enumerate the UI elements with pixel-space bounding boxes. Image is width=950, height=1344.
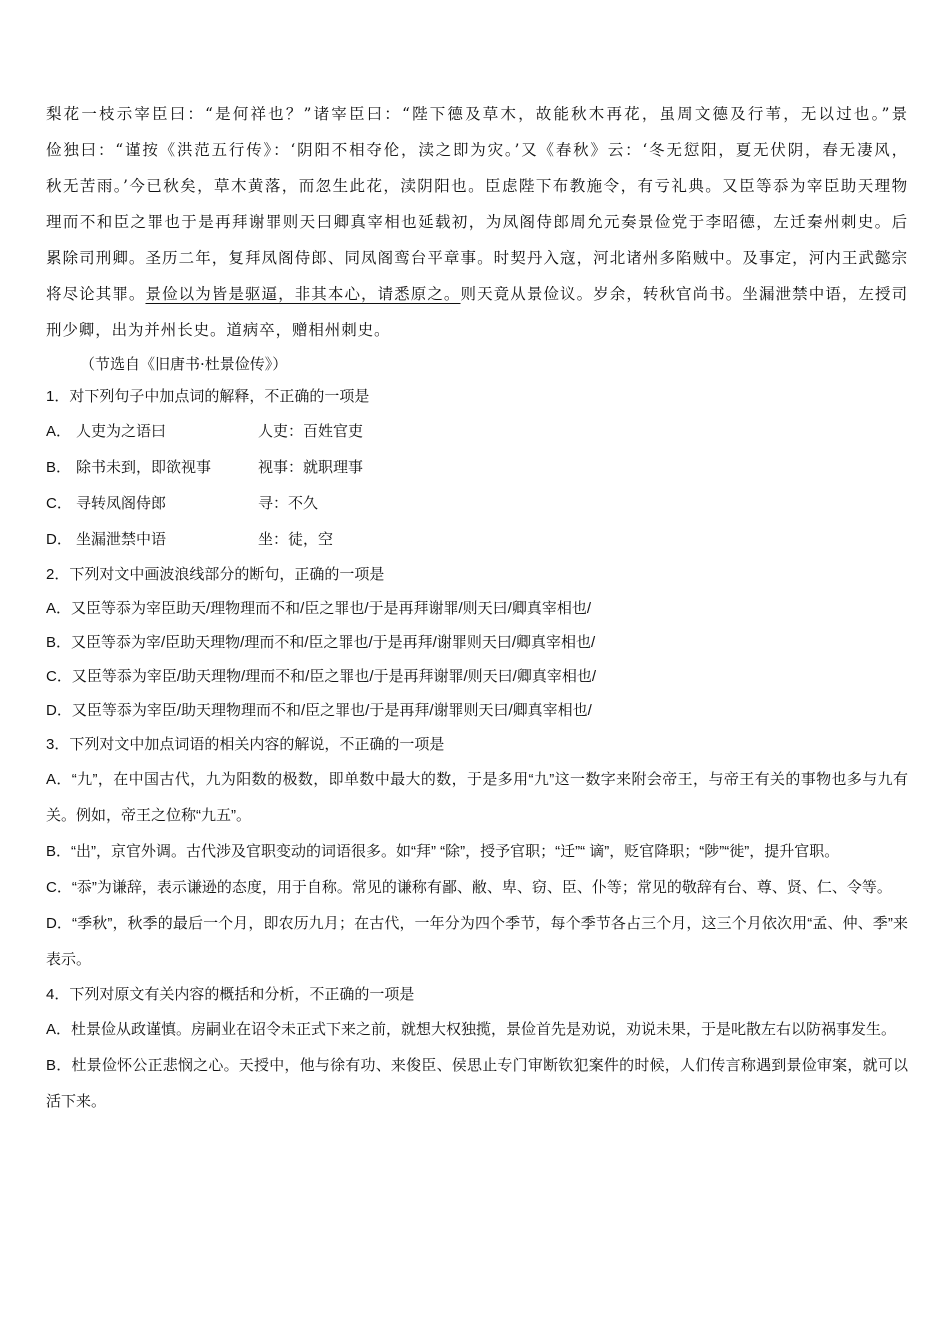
passage-text: 则天竟从景俭议。岁余，转秋官尚书。坐漏泄禁中语，左授司: [460, 285, 908, 303]
question-4-option-b: B．杜景俭怀公正悲悯之心。天授中，他与徐有功、来俊臣、侯思止专门审断钦犯案件的时候，人们传言称遇到景俭审案，就可以活下来。: [46, 1057, 908, 1110]
question-3-option-b: B．“出”，京官外调。古代涉及官职变动的词语很多。如“拜” “除”，授予官职；“迁”“ 谪”，贬官降职；“陟”“徙”，提升官职。: [46, 843, 840, 860]
question-3-option-a: A．“九”，在中国古代，九为阳数的极数，即单数中最大的数，于是多用“九”这一数字来附会帝王，与帝王有关的事物也多与九有关。例如，帝王之位称“九五”。: [46, 771, 908, 824]
option-letter: D．: [46, 531, 72, 548]
question-1-option-a: [46, 414, 908, 450]
question-1-stem: 1．对下列句子中加点词的解释，不正确的一项是: [46, 388, 370, 405]
option-gloss: 寻：不久: [258, 495, 319, 512]
document-page: [46, 96, 908, 1120]
question-1-option-c: [46, 486, 908, 522]
question-3-option-d: D．“季秋”，秋季的最后一个月，即农历九月；在古代，一年分为四个季节，每个季节各占三个月，这三个月依次用“孟、仲、季”来表示。: [46, 915, 908, 968]
option-sentence: 人吏为之语曰: [76, 423, 167, 440]
passage-text: 将尽论其罪。: [46, 285, 146, 303]
question-2-option-c: C．又臣等忝为宰臣/助天理物/理而不和/臣之罪也/于是再拜谢罪/则天曰/卿真宰相也/: [46, 668, 597, 685]
option-letter: B．: [46, 459, 72, 476]
option-letter: C．: [46, 495, 72, 512]
question-2-option-b: B．又臣等忝为宰/臣助天理物/理而不和/臣之罪也/于是再拜/谢罪则天曰/卿真宰相也/: [46, 634, 596, 651]
option-gloss: 坐：徒，空: [258, 531, 334, 548]
question-3-option-c: C．“忝”为谦辞，表示谦逊的态度，用于自称。常见的谦称有鄙、敝、卑、窃、臣、仆等；常见的敬辞有台、尊、贤、仁、令等。: [46, 879, 892, 896]
question-4-option-a: A．杜景俭从政谨慎。房嗣业在诏令未正式下来之前，就想大权独揽，景俭首先是劝说，劝说未果，于是叱散左右以防祸事发生。: [46, 1021, 897, 1038]
passage-line: [46, 276, 908, 312]
passage-line: 累除司刑卿。圣历二年，复拜凤阁侍郎、同凤阁鸾台平章事。时契丹入寇，河北诸州多陷贼中。及事定，河内王武懿宗: [46, 249, 908, 267]
classical-passage: [46, 96, 908, 348]
option-letter: A．: [46, 423, 72, 440]
question-2-option-d: D．又臣等忝为宰臣/助天理物理而不和/臣之罪也/于是再拜/谢罪则天曰/卿真宰相也/: [46, 702, 592, 719]
option-gloss: 视事：就职理事: [258, 459, 364, 476]
passage-line: 秋无苦雨。’今已秋矣，草木黄落，而忽生此花，渎阴阳也。臣虑陛下布教施令，有亏礼典。又臣等忝为宰臣助天理物: [46, 177, 908, 195]
option-gloss: 人吏：百姓官吏: [258, 423, 364, 440]
question-2-option-a: A．又臣等忝为宰臣助天/理物理而不和/臣之罪也/于是再拜谢罪/则天曰/卿真宰相也/: [46, 600, 592, 617]
option-sentence: 坐漏泄禁中语: [76, 531, 167, 548]
underlined-sentence: 景俭以为皆是驱逼，非其本心，请悉原之。: [145, 285, 461, 303]
passage-line: 俭独曰：“谨按《洪范五行传》：‘阴阳不相夺伦，渎之即为灾。’又《春秋》云：‘冬无愆阳，夏无伏阴，春无凄风，: [46, 141, 908, 159]
source-citation: （节选自《旧唐书·杜景俭传》）: [80, 355, 288, 373]
option-sentence: 除书未到，即欲视事: [76, 459, 212, 476]
passage-line: 刑少卿，出为并州长史。道病卒，赠相州刺史。: [46, 321, 391, 339]
passage-line: 理而不和臣之罪也于是再拜谢罪则天曰卿真宰相也延载初，为凤阁侍郎周允元奏景俭党于李昭德，左迁秦州刺史。后: [46, 213, 908, 231]
question-1-option-d: [46, 522, 908, 558]
passage-line: 梨花一枝示宰臣曰：“是何祥也？”诸宰臣曰：“陛下德及草木，故能秋木再花，虽周文德及行苇，无以过也。”景: [46, 105, 908, 123]
question-2-stem: 2．下列对文中画波浪线部分的断句，正确的一项是: [46, 566, 385, 583]
option-sentence: 寻转凤阁侍郎: [76, 495, 167, 512]
question-1-option-b: [46, 450, 908, 486]
question-4-stem: 4．下列对原文有关内容的概括和分析，不正确的一项是: [46, 986, 415, 1003]
question-3-stem: 3．下列对文中加点词语的相关内容的解说，不正确的一项是: [46, 736, 445, 753]
